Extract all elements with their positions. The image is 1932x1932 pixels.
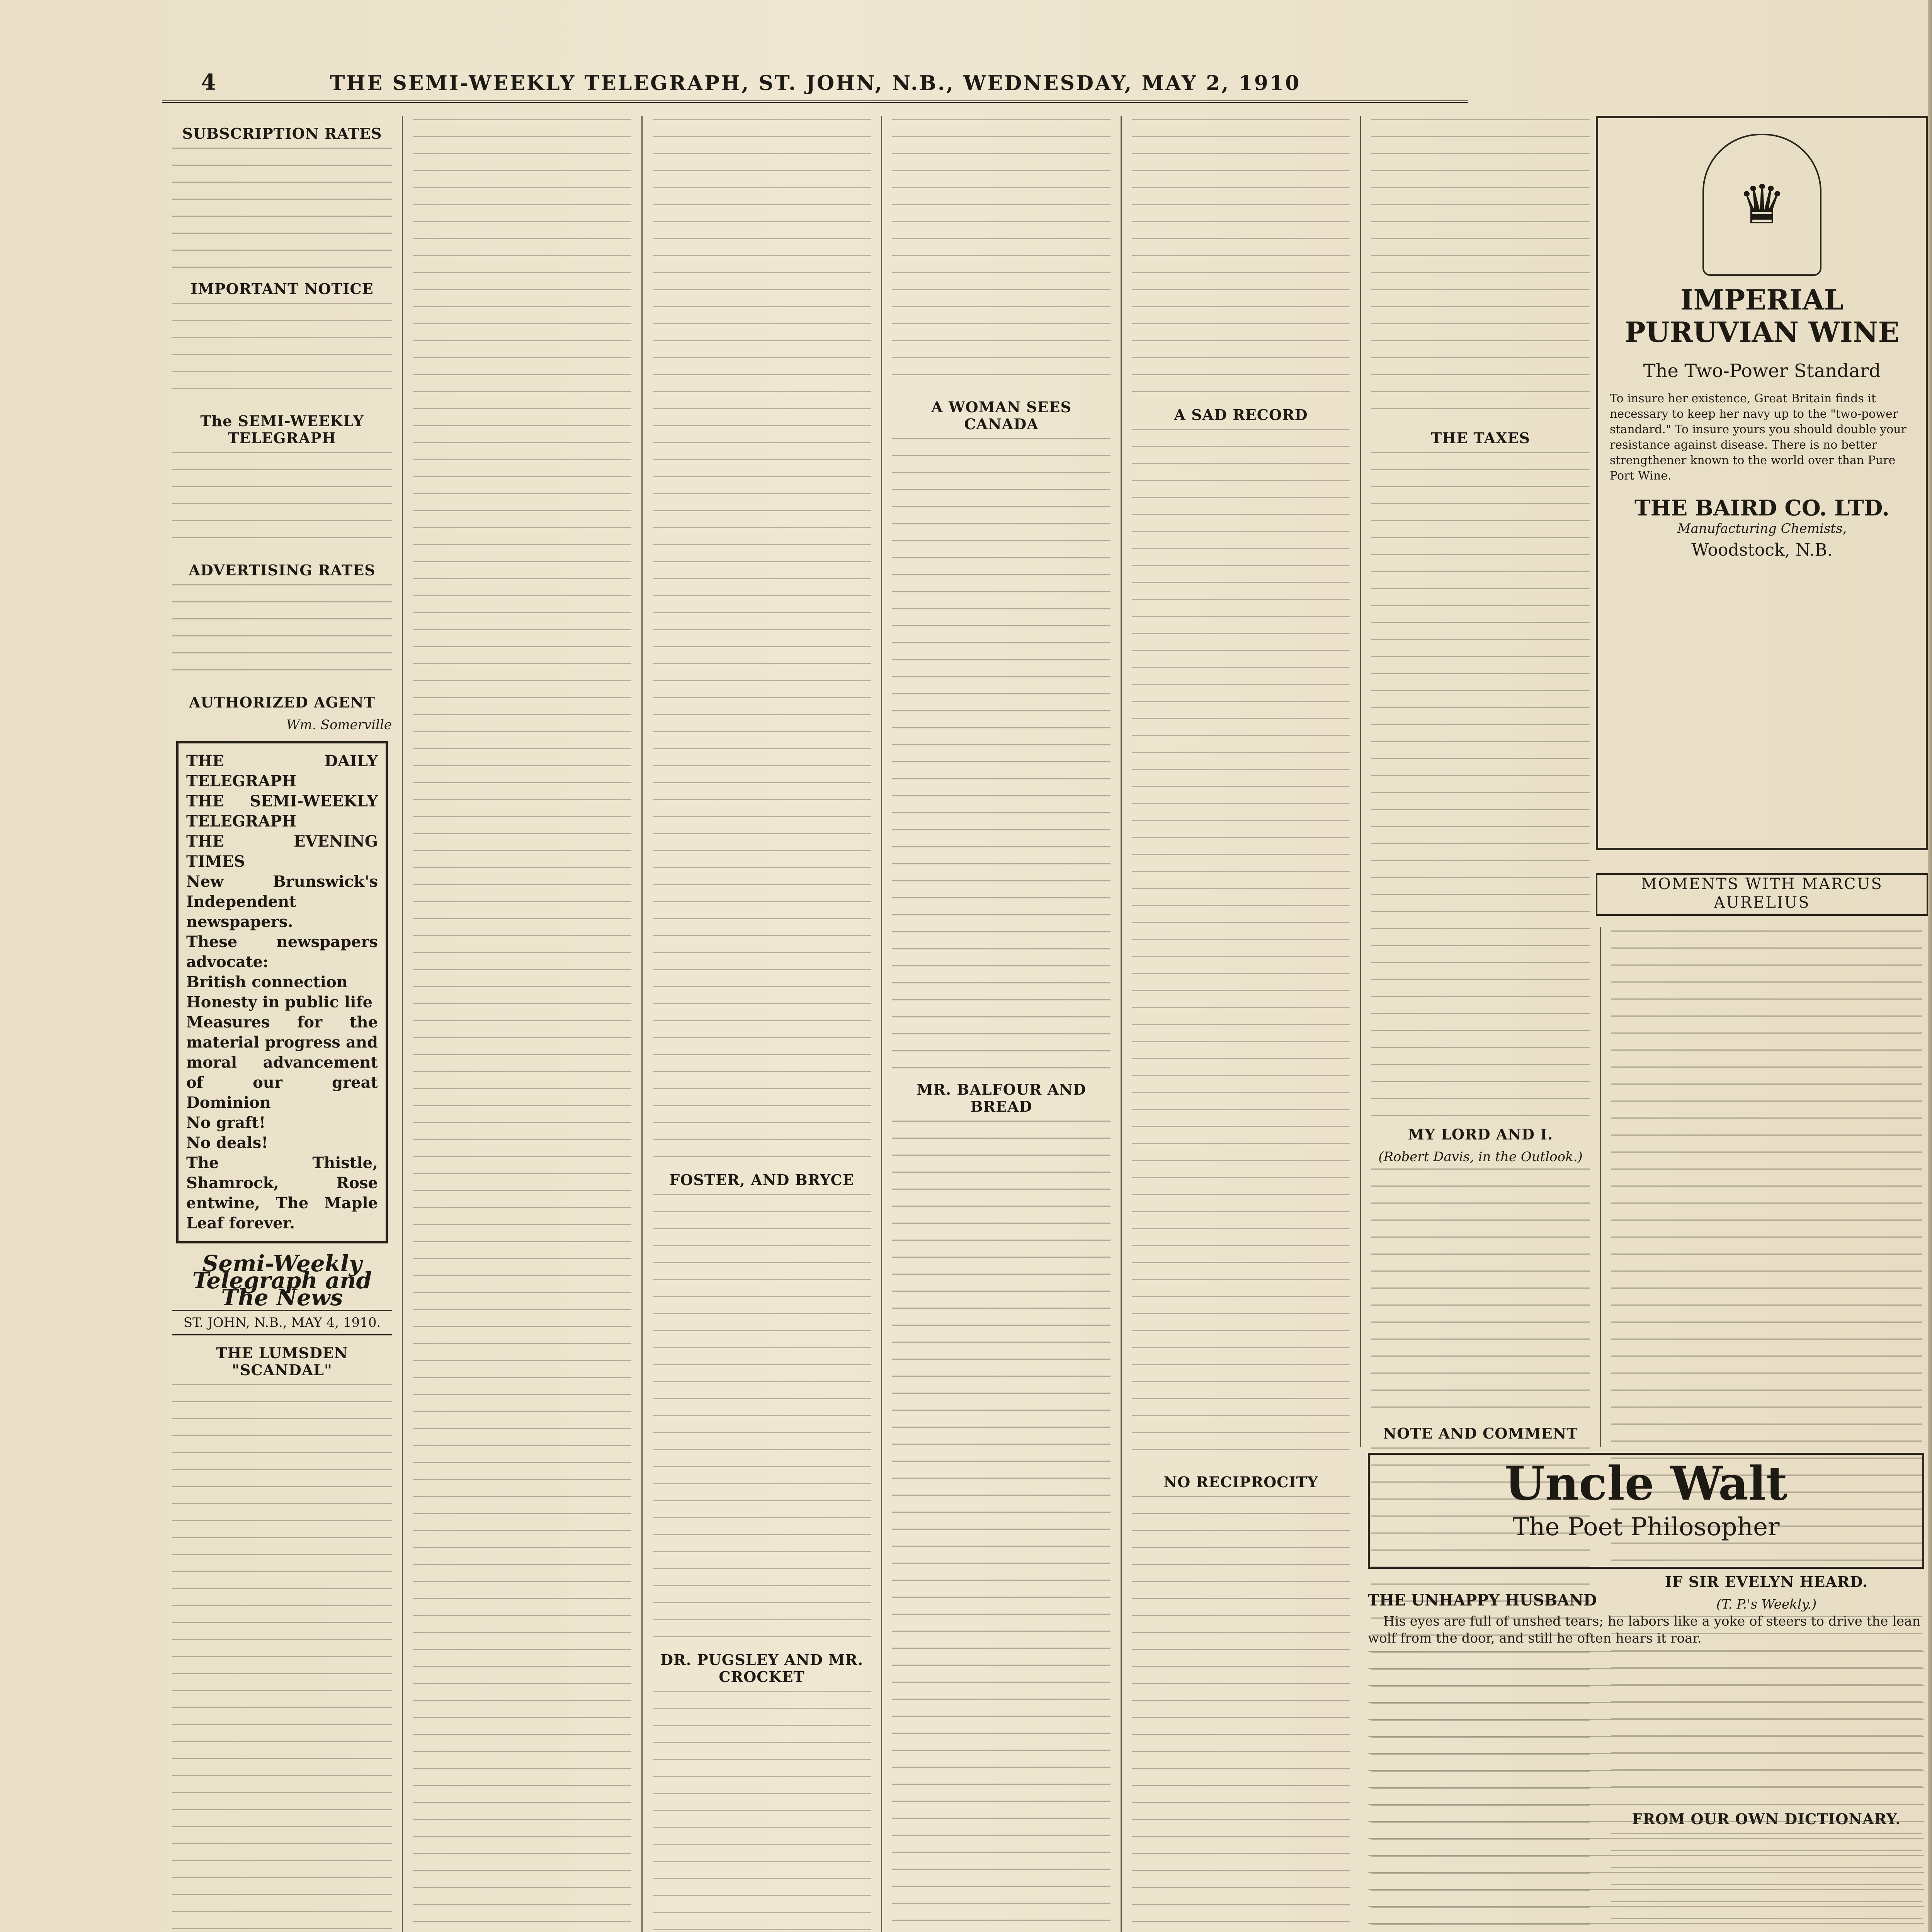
body-text-lines — [172, 1384, 392, 1932]
ad-company-sub: Manufacturing Chemists, — [1677, 521, 1847, 536]
notice-heading: IMPORTANT NOTICE — [190, 280, 374, 298]
telegraph-heading: The SEMI-WEEKLY TELEGRAPH — [200, 412, 364, 447]
body-text-lines — [1132, 429, 1350, 1464]
ad-body: To insure her existence, Great Britain finds it necessary to keep her navy up to the "two-power standard." To insure yours you should double your resistance against disease. There is no better strengthener known to the world over than Pure Port Wine. — [1610, 392, 1906, 483]
ad-company: THE BAIRD CO. LTD. — [1634, 495, 1889, 521]
box-line: Measures for the material progress and moral advancement of our great Dominion — [186, 1013, 378, 1112]
body-text-lines — [172, 584, 392, 685]
column-2 — [402, 116, 641, 1932]
column-6 — [1360, 116, 1600, 1447]
agent-heading: AUTHORIZED AGENT — [189, 694, 376, 711]
uncle-walt-opening: His eyes are full of unshed tears; he labors like a yoke of steers to drive the lean wolf from the door, and still he often hears it roar. — [1368, 1614, 1921, 1646]
independent-newspapers-box — [176, 741, 388, 1243]
page-gutter — [1928, 0, 1932, 1932]
column-4 — [881, 116, 1121, 1932]
page-number: 4 — [201, 70, 216, 95]
body-text-lines — [653, 1194, 871, 1642]
ad-location: Woodstock, N.B. — [1691, 540, 1833, 560]
dateline: ST. JOHN, N.B., MAY 4, 1910. — [172, 1310, 392, 1335]
body-text-lines — [892, 438, 1111, 1072]
uncle-walt-text — [1368, 1592, 1924, 1932]
crown-logo-icon: ♛ — [1702, 134, 1821, 276]
column-1 — [162, 116, 402, 1932]
body-text-lines — [172, 303, 392, 403]
box-line: New Brunswick's Independent newspapers. — [186, 872, 378, 931]
body-text-lines — [892, 1121, 1111, 1932]
body-text-lines — [892, 119, 1111, 389]
body-text-lines — [172, 148, 392, 271]
ad-title: IMPERIAL PURUVIAN WINE — [1624, 283, 1900, 349]
box-line: The Thistle, Shamrock, Rose entwine, The Maple Leaf forever. — [186, 1154, 378, 1232]
sir-evelyn-heading: IF SIR EVELYN HEARD. — [1665, 1573, 1868, 1590]
body-text-lines — [1132, 119, 1350, 397]
foster-bryce-heading: FOSTER, AND BRYCE — [669, 1171, 854, 1189]
box-line: THE EVENING TIMES — [186, 832, 378, 871]
paper-nameplate: Semi-Weekly Telegraph and The News — [192, 1250, 372, 1311]
box-line: No deals! — [186, 1134, 268, 1152]
box-line: THE SEMI-WEEKLY TELEGRAPH — [186, 792, 378, 830]
body-text-lines — [1371, 119, 1590, 420]
sir-evelyn-source: (T. P.'s Weekly.) — [1716, 1597, 1817, 1612]
lumsden-heading: THE LUMSDEN "SCANDAL" — [216, 1344, 348, 1379]
masthead-title: THE SEMI-WEEKLY TELEGRAPH, ST. JOHN, N.B., WEDNESDAY, MAY 2, 1910 — [330, 71, 1301, 95]
box-line: THE DAILY TELEGRAPH — [186, 752, 378, 790]
my-lord-heading: MY LORD AND I. — [1408, 1126, 1553, 1143]
ad-subtitle: The Two-Power Standard — [1643, 360, 1881, 382]
advertising-heading: ADVERTISING RATES — [189, 561, 376, 579]
subscription-heading: SUBSCRIPTION RATES — [182, 125, 382, 142]
uncle-walt-banner — [1368, 1453, 1924, 1569]
body-text-lines — [653, 119, 871, 1162]
agent-name: Wm. Somerville — [286, 717, 392, 733]
body-text-lines — [172, 452, 392, 553]
unhappy-husband-heading: THE UNHAPPY HUSBAND — [1368, 1591, 1597, 1609]
uncle-walt-title: Uncle Walt — [1505, 1456, 1787, 1511]
box-line: British connection — [186, 973, 348, 991]
column-3 — [641, 116, 881, 1932]
no-reciprocity-heading: NO RECIPROCITY — [1163, 1473, 1318, 1491]
dictionary-heading: FROM OUR OWN DICTIONARY. — [1632, 1810, 1901, 1828]
box-line: These newspapers advocate: — [186, 933, 378, 971]
body-text-lines — [1368, 1651, 1924, 1932]
box-line: Honesty in public life — [186, 993, 373, 1011]
body-text-lines — [653, 1691, 871, 1932]
uncle-walt-subtitle: The Poet Philosopher — [1512, 1513, 1780, 1541]
body-text-lines — [1371, 452, 1590, 1117]
balfour-bread-heading: MR. BALFOUR AND BREAD — [917, 1081, 1086, 1115]
box-line: No graft! — [186, 1114, 266, 1132]
poem-lines — [1371, 1168, 1590, 1416]
body-text-lines — [1132, 1496, 1350, 1932]
page-masthead — [162, 66, 1468, 103]
sad-record-heading: A SAD RECORD — [1174, 406, 1308, 423]
column-5 — [1121, 116, 1360, 1932]
pugsley-crocket-heading: DR. PUGSLEY AND MR. CROCKET — [660, 1651, 863, 1685]
body-text-lines — [413, 119, 631, 1932]
note-comment-heading: NOTE AND COMMENT — [1383, 1425, 1578, 1442]
wine-advertisement — [1596, 116, 1928, 850]
moments-heading: MOMENTS WITH MARCUS AURELIUS — [1596, 873, 1928, 916]
poem-attribution: (Robert Davis, in the Outlook.) — [1378, 1149, 1583, 1165]
woman-sees-canada-heading: A WOMAN SEES CANADA — [931, 398, 1071, 433]
taxes-heading: THE TAXES — [1431, 429, 1530, 447]
